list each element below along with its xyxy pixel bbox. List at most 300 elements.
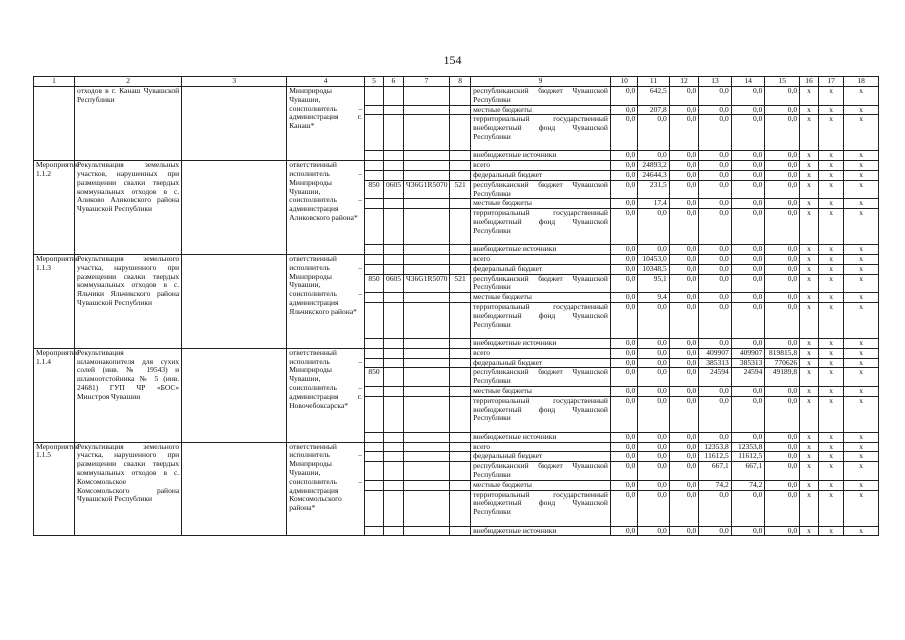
budget-code-cell: [403, 115, 449, 151]
value-cell: x: [844, 254, 879, 264]
value-cell: 0,0: [610, 396, 637, 432]
value-cell: 0,0: [610, 254, 637, 264]
value-cell: 0,0: [699, 151, 732, 161]
value-cell: 0,0: [669, 105, 698, 115]
value-cell: 642,5: [638, 87, 670, 106]
measure-name-cell: Рекультивация земельных участков, нарушенных при размещении свалки твердых коммунальных отходов в с. Аликово Аликовского района Чувашской Республики: [74, 161, 181, 255]
value-cell: x: [800, 302, 819, 338]
value-cell: 0,0: [638, 526, 670, 536]
funding-source-cell: территориальный государственный внебюджетный фонд Чувашской Республики: [471, 302, 611, 338]
value-cell: x: [844, 526, 879, 536]
funding-source-cell: внебюджетные источники: [471, 526, 611, 536]
value-cell: 0,0: [669, 462, 698, 481]
measure-number-cell: [34, 87, 75, 161]
funding-source-cell: местные бюджеты: [471, 293, 611, 303]
empty-cell: [182, 348, 287, 442]
value-cell: 0,0: [669, 245, 698, 255]
value-cell: 0,0: [699, 264, 732, 274]
value-cell: x: [800, 442, 819, 452]
column-number-header: 14: [731, 77, 765, 87]
budget-code-cell: [403, 526, 449, 536]
value-cell: 819815,8: [765, 348, 800, 358]
value-cell: 0,0: [669, 348, 698, 358]
budget-code-cell: [403, 264, 449, 274]
column-number-header: 1: [34, 77, 75, 87]
value-cell: 0,0: [765, 264, 800, 274]
budget-code-cell: [365, 338, 384, 348]
table-row: [34, 254, 879, 264]
value-cell: 0,0: [669, 432, 698, 442]
value-cell: 0,0: [699, 254, 732, 264]
value-cell: x: [800, 170, 819, 180]
value-cell: 0,0: [765, 254, 800, 264]
budget-code-cell: [450, 264, 471, 274]
value-cell: 0,0: [765, 209, 800, 245]
value-cell: 0,0: [699, 87, 732, 106]
measure-name-cell: Рекультивация шламонакопителя для сухих солей (инв. № 19543) и шламоотстойника № 5 (инв. 24681) ГУП ЧР «БОС» Минстроя Чувашии: [74, 348, 181, 442]
value-cell: 9,4: [638, 293, 670, 303]
budget-code-cell: [383, 396, 403, 432]
executor-cell: ответственный исполнитель – Минприроды Чувашии, соисполнитель – администрация Яльчикского района*: [287, 254, 365, 348]
value-cell: x: [844, 209, 879, 245]
value-cell: 0,0: [699, 526, 732, 536]
value-cell: x: [844, 368, 879, 387]
value-cell: 0,0: [638, 462, 670, 481]
value-cell: x: [844, 442, 879, 452]
value-cell: 0,0: [765, 396, 800, 432]
value-cell: x: [818, 442, 843, 452]
budget-code-cell: 850: [365, 368, 384, 387]
budget-code-cell: [365, 151, 384, 161]
budget-code-cell: [450, 462, 471, 481]
value-cell: 0,0: [765, 245, 800, 255]
budget-code-cell: [450, 480, 471, 490]
measure-number-cell: Мероприятие 1.1.5: [34, 442, 75, 536]
value-cell: 0,0: [669, 264, 698, 274]
value-cell: 0,0: [610, 432, 637, 442]
column-number-header: 8: [450, 77, 471, 87]
value-cell: 0,0: [669, 526, 698, 536]
value-cell: x: [844, 274, 879, 293]
budget-code-cell: [403, 161, 449, 171]
value-cell: x: [800, 432, 819, 442]
value-cell: 0,0: [731, 170, 765, 180]
funding-source-cell: всего: [471, 254, 611, 264]
value-cell: 0,0: [765, 115, 800, 151]
value-cell: 12353,8: [699, 442, 732, 452]
value-cell: x: [844, 348, 879, 358]
budget-code-cell: [403, 170, 449, 180]
value-cell: x: [800, 452, 819, 462]
value-cell: 0,0: [765, 87, 800, 106]
value-cell: 0,0: [699, 293, 732, 303]
budget-code-cell: [383, 293, 403, 303]
budget-code-cell: [450, 161, 471, 171]
column-number-header: 11: [638, 77, 670, 87]
value-cell: 0,0: [765, 199, 800, 209]
value-cell: 0,0: [731, 293, 765, 303]
value-cell: x: [844, 396, 879, 432]
value-cell: x: [800, 358, 819, 368]
value-cell: x: [800, 338, 819, 348]
column-number-header: 6: [383, 77, 403, 87]
value-cell: x: [800, 199, 819, 209]
value-cell: x: [818, 151, 843, 161]
value-cell: 0,0: [699, 432, 732, 442]
value-cell: 0,0: [699, 338, 732, 348]
value-cell: 0,0: [610, 161, 637, 171]
budget-code-cell: [365, 396, 384, 432]
funding-source-cell: территориальный государственный внебюджетный фонд Чувашской Республики: [471, 209, 611, 245]
funding-source-cell: федеральный бюджет: [471, 452, 611, 462]
budget-code-cell: [450, 396, 471, 432]
budget-code-cell: [383, 170, 403, 180]
budget-code-cell: [383, 254, 403, 264]
budget-table: [33, 76, 879, 536]
value-cell: x: [844, 105, 879, 115]
value-cell: 0,0: [610, 87, 637, 106]
value-cell: x: [818, 170, 843, 180]
budget-code-cell: [403, 348, 449, 358]
budget-code-cell: [450, 386, 471, 396]
value-cell: 0,0: [638, 151, 670, 161]
value-cell: 0,0: [669, 87, 698, 106]
value-cell: x: [818, 302, 843, 338]
budget-code-cell: [403, 302, 449, 338]
value-cell: 95,1: [638, 274, 670, 293]
value-cell: 24644,3: [638, 170, 670, 180]
measure-number-cell: Мероприятие 1.1.3: [34, 254, 75, 348]
value-cell: 0,0: [765, 293, 800, 303]
column-number-header: 4: [287, 77, 365, 87]
column-number-header: 2: [74, 77, 181, 87]
value-cell: 0,0: [610, 209, 637, 245]
value-cell: x: [818, 274, 843, 293]
budget-code-cell: [450, 170, 471, 180]
value-cell: 12353,8: [731, 442, 765, 452]
value-cell: 0,0: [610, 368, 637, 387]
value-cell: 0,0: [610, 105, 637, 115]
empty-cell: [182, 442, 287, 536]
budget-code-cell: [383, 462, 403, 481]
value-cell: x: [800, 386, 819, 396]
value-cell: 0,0: [610, 274, 637, 293]
value-cell: x: [800, 264, 819, 274]
column-number-header: 16: [800, 77, 819, 87]
budget-code-cell: [403, 490, 449, 526]
value-cell: x: [800, 87, 819, 106]
budget-code-cell: [365, 87, 384, 106]
value-cell: x: [818, 115, 843, 151]
budget-code-cell: [365, 264, 384, 274]
value-cell: 0,0: [610, 348, 637, 358]
value-cell: 0,0: [699, 209, 732, 245]
funding-source-cell: территориальный государственный внебюджетный фонд Чувашской Республики: [471, 115, 611, 151]
value-cell: x: [818, 180, 843, 199]
value-cell: x: [800, 348, 819, 358]
budget-code-cell: [383, 480, 403, 490]
value-cell: x: [818, 462, 843, 481]
value-cell: 0,0: [731, 526, 765, 536]
value-cell: x: [800, 274, 819, 293]
value-cell: x: [844, 432, 879, 442]
value-cell: 385313: [699, 358, 732, 368]
header-row: [34, 77, 879, 87]
budget-code-cell: [365, 462, 384, 481]
budget-code-cell: 521: [450, 274, 471, 293]
value-cell: 0,0: [610, 115, 637, 151]
funding-source-cell: территориальный государственный внебюджетный фонд Чувашской Республики: [471, 396, 611, 432]
value-cell: 0,0: [765, 302, 800, 338]
value-cell: 0,0: [610, 480, 637, 490]
value-cell: 0,0: [731, 209, 765, 245]
value-cell: x: [844, 293, 879, 303]
value-cell: 0,0: [638, 348, 670, 358]
budget-code-cell: [450, 209, 471, 245]
value-cell: 24893,2: [638, 161, 670, 171]
budget-code-cell: [365, 386, 384, 396]
value-cell: 0,0: [731, 151, 765, 161]
value-cell: x: [818, 432, 843, 442]
funding-source-cell: федеральный бюджет: [471, 358, 611, 368]
value-cell: 0,0: [699, 490, 732, 526]
budget-code-cell: [365, 348, 384, 358]
value-cell: 11612,5: [731, 452, 765, 462]
value-cell: x: [844, 180, 879, 199]
table-row: [34, 161, 879, 171]
value-cell: 0,0: [610, 358, 637, 368]
value-cell: 0,0: [610, 264, 637, 274]
budget-code-cell: [383, 115, 403, 151]
funding-source-cell: федеральный бюджет: [471, 170, 611, 180]
value-cell: 0,0: [638, 368, 670, 387]
value-cell: x: [844, 161, 879, 171]
value-cell: 0,0: [638, 245, 670, 255]
value-cell: 231,5: [638, 180, 670, 199]
measure-number-cell: Мероприятие 1.1.4: [34, 348, 75, 442]
value-cell: 0,0: [610, 452, 637, 462]
value-cell: 0,0: [765, 386, 800, 396]
value-cell: 0,0: [731, 105, 765, 115]
funding-source-cell: федеральный бюджет: [471, 264, 611, 274]
value-cell: 11612,5: [699, 452, 732, 462]
value-cell: 0,0: [610, 199, 637, 209]
budget-code-cell: [383, 368, 403, 387]
value-cell: 0,0: [731, 87, 765, 106]
value-cell: 0,0: [610, 462, 637, 481]
value-cell: 0,0: [669, 338, 698, 348]
budget-code-cell: [365, 526, 384, 536]
budget-code-cell: 850: [365, 274, 384, 293]
value-cell: x: [800, 180, 819, 199]
value-cell: 0,0: [669, 199, 698, 209]
budget-code-cell: [403, 442, 449, 452]
value-cell: 0,0: [731, 264, 765, 274]
budget-code-cell: [383, 358, 403, 368]
value-cell: 0,0: [610, 526, 637, 536]
value-cell: 0,0: [731, 254, 765, 264]
budget-code-cell: [403, 293, 449, 303]
value-cell: x: [800, 396, 819, 432]
value-cell: x: [818, 293, 843, 303]
budget-code-cell: [403, 245, 449, 255]
value-cell: x: [818, 368, 843, 387]
value-cell: 0,0: [610, 302, 637, 338]
table-row: [34, 348, 879, 358]
budget-code-cell: [450, 526, 471, 536]
value-cell: x: [818, 396, 843, 432]
budget-code-cell: [383, 264, 403, 274]
value-cell: 74,2: [731, 480, 765, 490]
value-cell: x: [818, 87, 843, 106]
value-cell: x: [818, 452, 843, 462]
budget-code-cell: [383, 490, 403, 526]
value-cell: 0,0: [731, 180, 765, 199]
budget-code-cell: [383, 432, 403, 442]
value-cell: 0,0: [765, 432, 800, 442]
column-number-header: 15: [765, 77, 800, 87]
value-cell: 0,0: [731, 199, 765, 209]
measure-name-cell: отходов в г. Канаш Чувашской Республики: [74, 87, 181, 161]
value-cell: x: [800, 115, 819, 151]
value-cell: 0,0: [638, 442, 670, 452]
value-cell: 207,8: [638, 105, 670, 115]
value-cell: 0,0: [765, 452, 800, 462]
funding-source-cell: внебюджетные источники: [471, 432, 611, 442]
budget-code-cell: [450, 87, 471, 106]
value-cell: 409907: [699, 348, 732, 358]
budget-code-cell: Ч36G1R5070: [403, 274, 449, 293]
value-cell: x: [818, 358, 843, 368]
value-cell: 0,0: [731, 396, 765, 432]
value-cell: x: [844, 490, 879, 526]
column-number-header: 9: [471, 77, 611, 87]
value-cell: 0,0: [731, 245, 765, 255]
budget-code-cell: [450, 452, 471, 462]
budget-code-cell: [403, 396, 449, 432]
budget-code-cell: [365, 432, 384, 442]
value-cell: 0,0: [638, 452, 670, 462]
value-cell: 0,0: [699, 396, 732, 432]
funding-source-cell: республиканский бюджет Чувашской Республики: [471, 462, 611, 481]
value-cell: 0,0: [731, 432, 765, 442]
value-cell: 0,0: [765, 490, 800, 526]
budget-code-cell: [450, 368, 471, 387]
budget-code-cell: [383, 386, 403, 396]
budget-code-cell: [365, 170, 384, 180]
funding-source-cell: местные бюджеты: [471, 386, 611, 396]
empty-cell: [182, 161, 287, 255]
budget-code-cell: [403, 432, 449, 442]
value-cell: x: [844, 358, 879, 368]
column-number-header: 12: [669, 77, 698, 87]
funding-source-cell: внебюджетные источники: [471, 245, 611, 255]
budget-code-cell: [450, 442, 471, 452]
value-cell: 24594: [699, 368, 732, 387]
budget-code-cell: [365, 105, 384, 115]
value-cell: 0,0: [699, 274, 732, 293]
value-cell: 0,0: [699, 161, 732, 171]
value-cell: 0,0: [669, 115, 698, 151]
value-cell: 0,0: [669, 302, 698, 338]
value-cell: 0,0: [699, 180, 732, 199]
value-cell: 0,0: [638, 209, 670, 245]
budget-code-cell: [365, 490, 384, 526]
value-cell: 0,0: [669, 293, 698, 303]
value-cell: 0,0: [765, 526, 800, 536]
value-cell: 0,0: [699, 105, 732, 115]
budget-code-cell: [383, 348, 403, 358]
budget-code-cell: [450, 338, 471, 348]
value-cell: x: [844, 87, 879, 106]
value-cell: 0,0: [731, 338, 765, 348]
value-cell: x: [800, 462, 819, 481]
budget-code-cell: [450, 254, 471, 264]
budget-code-cell: [365, 442, 384, 452]
value-cell: 0,0: [669, 490, 698, 526]
value-cell: x: [800, 105, 819, 115]
value-cell: 0,0: [669, 151, 698, 161]
value-cell: 0,0: [699, 170, 732, 180]
column-number-header: 18: [844, 77, 879, 87]
budget-code-cell: 521: [450, 180, 471, 199]
value-cell: 0,0: [669, 480, 698, 490]
value-cell: 0,0: [765, 151, 800, 161]
budget-code-cell: [403, 254, 449, 264]
value-cell: 0,0: [638, 115, 670, 151]
budget-code-cell: 0605: [383, 274, 403, 293]
value-cell: 0,0: [669, 254, 698, 264]
value-cell: x: [844, 170, 879, 180]
column-number-header: 10: [610, 77, 637, 87]
value-cell: x: [818, 386, 843, 396]
value-cell: 0,0: [765, 338, 800, 348]
column-number-header: 7: [403, 77, 449, 87]
value-cell: x: [800, 293, 819, 303]
value-cell: x: [818, 105, 843, 115]
value-cell: 24594: [731, 368, 765, 387]
funding-source-cell: местные бюджеты: [471, 105, 611, 115]
empty-cell: [182, 254, 287, 348]
value-cell: 0,0: [638, 396, 670, 432]
budget-code-cell: [365, 199, 384, 209]
value-cell: 49189,8: [765, 368, 800, 387]
budget-code-cell: [365, 254, 384, 264]
budget-code-cell: [383, 302, 403, 338]
budget-code-cell: [403, 209, 449, 245]
budget-code-cell: [383, 87, 403, 106]
budget-code-cell: [403, 386, 449, 396]
value-cell: 0,0: [699, 115, 732, 151]
budget-code-cell: [450, 490, 471, 526]
value-cell: 0,0: [638, 358, 670, 368]
column-number-header: 5: [365, 77, 384, 87]
value-cell: 0,0: [731, 386, 765, 396]
value-cell: 0,0: [638, 386, 670, 396]
budget-code-cell: [450, 302, 471, 338]
value-cell: 0,0: [669, 274, 698, 293]
value-cell: 0,0: [765, 161, 800, 171]
value-cell: 0,0: [731, 274, 765, 293]
budget-code-cell: [383, 161, 403, 171]
value-cell: 0,0: [638, 302, 670, 338]
value-cell: x: [818, 254, 843, 264]
value-cell: 0,0: [765, 274, 800, 293]
budget-code-cell: [365, 452, 384, 462]
page-number: 154: [443, 53, 462, 67]
value-cell: 10348,5: [638, 264, 670, 274]
value-cell: 667,1: [731, 462, 765, 481]
